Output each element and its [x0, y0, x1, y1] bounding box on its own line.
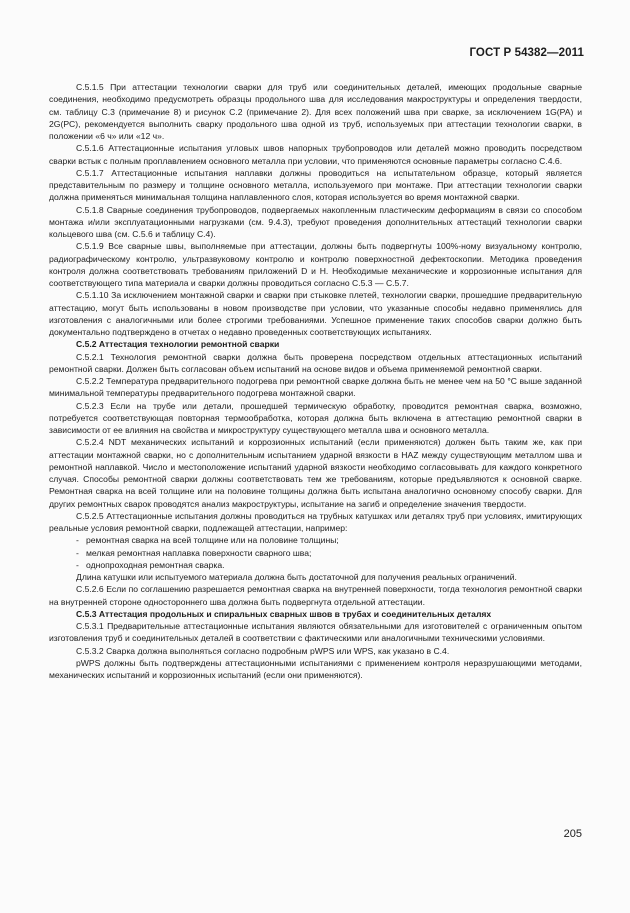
paragraph: C.5.1.5 При аттестации технологии сварки для труб или соединительных деталей, имеющих продольные сварные соединения, необходимо предусмотреть образцы продольного шва для исследования макроструктуры и определения твердости, см. таблицу C.3 (примечание 8) и рисунок C.2 (примечание 2). Для всех положений шва при сварке, за исключением 1G(PA) и 2G(PC), рекомендуется выполнить сварку продольного шва одной из труб, используемых при аттестации технологии сварки, в положении «6 ч» или «12 ч».: [49, 82, 582, 141]
paragraph: C.5.2.4 NDT механических испытаний и коррозионных испытаний (если применяются) должен быть таким же, как при аттестации монтажной сварки, но с дополнительным испытанием ударной вязкости в HAZ между существующим металлом шва и ремонтной наплавкой. Число и местоположение испытаний ударной вязкости необходимо согласовывать для каждого конкретного случая. Способы ремонтной сварки должны соответствовать тем же требованиям, которые предъявляются к основной сварке. Ремонтная сварка на всей толщине или на половине толщины должна быть испытана аналогично основному способу сварки. Для других ремонтных сварок проводятся анализ макроструктуры, испытание на загиб и определение значения твердости.: [49, 437, 582, 509]
list-item: [49, 559, 582, 571]
list-item: [49, 534, 582, 546]
paragraph: C.5.2.2 Температура предварительного подогрева при ремонтной сварке должна быть не менее чем на 50 °C выше заданной минимальной температуры предварительного подогрева монтажной сварки.: [49, 376, 582, 399]
paragraph: C.5.2.1 Технология ремонтной сварки должна быть проверена посредством отдельных аттестационных испытаний ремонтной сварки. Должен быть согласован объем испытаний на основе видов и объема применяемой ремонтной сварки.: [49, 351, 582, 374]
paragraph: C.5.1.7 Аттестационные испытания наплавки должны проводиться на испытательном образце, который является представительным по размеру и толщине основного металла, используемого при монтаже. При аттестации технологии сварки должна применяться минимальная толщина наплавленного слоя, которая используется во время монтажной сварки.: [49, 167, 582, 203]
paragraph: C.5.1.10 За исключением монтажной сварки и сварки при стыковке плетей, технологии сварки, прошедшие предварительную аттестацию, могут быть использованы в новом производстве при условии, что указанные способы недавно применялись для изготовления с аналогичными или более строгими требованиями. Успешное применение таких способов сварки должно быть документально подтверждено в отчетах о недавно проведенных соответствующих испытаниях.: [49, 290, 582, 337]
paragraph: C.5.1.9 Все сварные швы, выполняемые при аттестации, должны быть подвергнуты 100%-ному визуальному контролю, радиографическому контролю, ультразвуковому контролю и контролю поверхностной дефектоскопии. Методика проведения контроля должна соответствовать требованиям приложений D и H. Необходимые механические и коррозионные испытания для соответствующего типа материала и сварки должны проводиться согласно C.5.3 — C.5.7.: [49, 241, 582, 288]
document-header: ГОСТ Р 54382—2011: [469, 47, 584, 59]
paragraph: C.5.2.5 Аттестационные испытания должны проводиться на трубных катушках или деталях труб при условиях, имитирующих реальные условия ремонтной сварки, подлежащей аттестации, например:: [49, 510, 582, 533]
list-dash: -: [76, 547, 79, 558]
section-heading: C.5.3 Аттестация продольных и спиральных сварных швов в трубах и соединительных деталях: [76, 608, 492, 619]
paragraph: C.5.3.2 Сварка должна выполняться согласно подробным pWPS или WPS, как указано в C.4.: [76, 645, 450, 656]
paragraph: C.5.1.6 Аттестационные испытания угловых швов напорных трубопроводов или деталей можно проводить посредством сварки встык с полным проплавлением основного металла при условии, что применяются основные параметры согласно C.4.6.: [49, 143, 582, 166]
paragraph: C.5.2.3 Если на трубе или детали, прошедшей термическую обработку, проводится ремонтная сварка, возможно, потребуется соответствующая повторная термообработка, которая должна быть включена в аттестацию ремонтной сварки в зависимости от ее влияния на свойства и микроструктуру существующего металла шва и основного металла.: [49, 400, 582, 435]
paragraph: Длина катушки или испытуемого материала должна быть достаточной для получения реальных ограничений.: [76, 572, 517, 582]
list-item-text: мелкая ремонтная наплавка поверхности сварного шва;: [86, 547, 312, 558]
paragraph: pWPS должны быть подтверждены аттестационными испытаниями с применением контроля неразрушающими методами, механических испытаний и коррозионных испытаний (если они применяются).: [49, 657, 582, 680]
list-dash: -: [76, 535, 79, 546]
page-number: 205: [563, 828, 582, 840]
paragraph: C.5.1.8 Сварные соединения трубопроводов, подвергаемых накопленным пластическим деформациям в связи со способом монтажа и/или эксплуатационными нагрузками (см. 9.4.3), требуют проведения дополнительных аттестаций технологии сварки кольцевого шва (см. C.5.6 и таблицу C.4).: [49, 204, 582, 239]
paragraph: C.5.3.1 Предварительные аттестационные испытания являются обязательными для изготовителей с ограниченным опытом изготовления труб и соединительных деталей в соответствии с фактическими или аналогичными техническими условиями.: [49, 621, 582, 644]
list-dash: -: [76, 559, 79, 570]
paragraph: C.5.2.6 Если по соглашению разрешается ремонтная сварка на внутренней поверхности, тогда технология ремонтной сварки на внутренней стороне одностороннего шва должна быть подвергнута отдельной аттестации.: [49, 584, 582, 607]
list-item: [49, 547, 582, 559]
document-body: [49, 81, 582, 681]
list-item-text: однопроходная ремонтная сварка.: [86, 559, 225, 570]
list-item-text: ремонтная сварка на всей толщине или на половине толщины;: [86, 535, 339, 546]
section-heading: C.5.2 Аттестация технологии ремонтной сварки: [76, 339, 280, 350]
